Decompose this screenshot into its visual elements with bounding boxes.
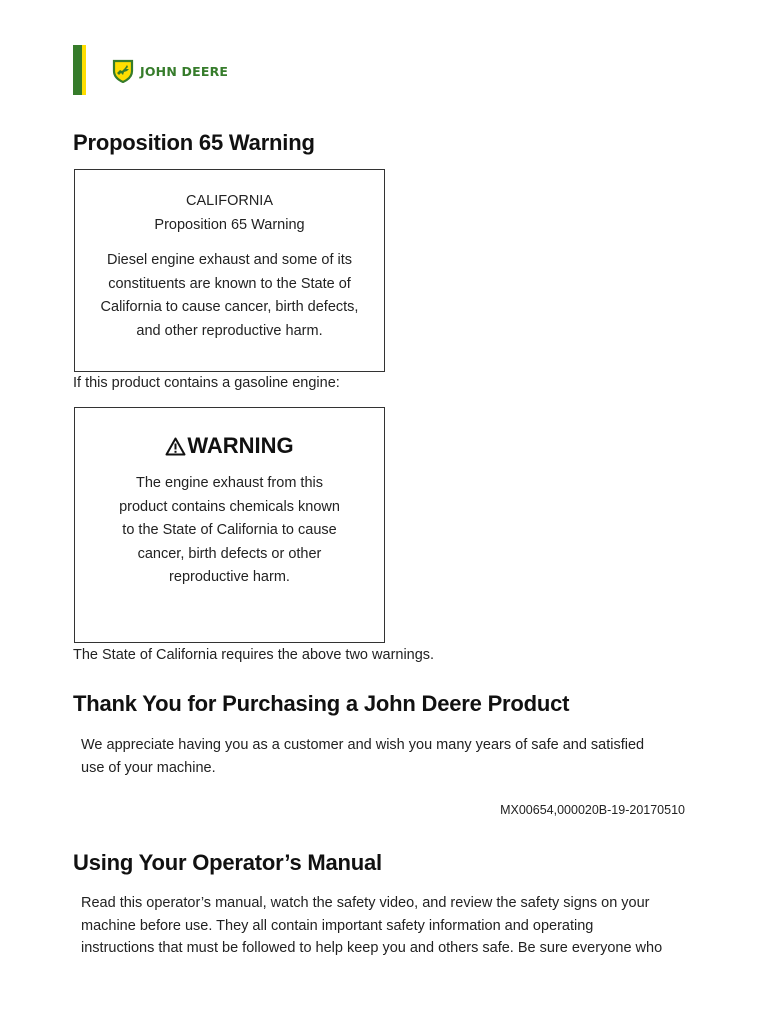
manual-line: machine before use. They all contain important safety information and operating <box>81 917 594 934</box>
diesel-box-line: constituents are known to the State of <box>108 275 351 292</box>
diesel-box-line: California to cause cancer, birth defects, <box>100 299 359 315</box>
header-green-bar <box>73 45 82 95</box>
prop65-footer-note: The State of California requires the above two warnings. <box>73 647 435 663</box>
diesel-warning-box <box>74 169 385 372</box>
thank-you-heading: Thank You for Purchasing a John Deere Product <box>73 691 570 716</box>
manual-heading: Using Your Operator’s Manual <box>73 850 382 875</box>
diesel-box-line: and other reproductive harm. <box>136 322 323 339</box>
manual-body <box>81 892 696 960</box>
document-code: MX00654,000020B-19-20170510 <box>500 803 685 817</box>
thank-you-line: We appreciate having you as a customer and wish you many years of safe and satisfied <box>81 737 645 753</box>
manual-line: Read this operator’s manual, watch the safety video, and review the safety signs on your <box>81 895 650 911</box>
gasoline-box-line: product contains chemicals known <box>119 498 340 515</box>
gasoline-box-line: cancer, birth defects or other <box>137 545 322 562</box>
brand-name: JOHN DEERE <box>140 63 229 79</box>
header-yellow-bar <box>82 45 86 95</box>
gasoline-box-line: to the State of California to cause <box>122 522 337 538</box>
prop65-heading: Proposition 65 Warning <box>73 130 315 155</box>
john-deere-logo <box>111 59 228 83</box>
gasoline-intro: If this product contains a gasoline engine: <box>73 375 340 391</box>
gasoline-box-line: The engine exhaust from this <box>136 475 323 491</box>
gasoline-box-line: reproductive harm. <box>169 569 290 585</box>
warning-label: WARNING <box>187 433 294 458</box>
thank-you-body <box>81 734 696 779</box>
warning-triangle-icon <box>165 437 186 456</box>
thank-you-line: use of your machine. <box>81 759 216 776</box>
deer-logo-icon <box>111 59 135 83</box>
diesel-box-line: Diesel engine exhaust and some of its <box>106 252 353 268</box>
diesel-box-state: CALIFORNIA <box>185 193 273 209</box>
gasoline-warning-box <box>74 407 385 643</box>
warning-signal-word <box>75 428 384 464</box>
diesel-box-title: Proposition 65 Warning <box>154 216 305 233</box>
manual-line: instructions that must be followed to help keep you and others safe. Be sure everyone who <box>81 940 663 956</box>
